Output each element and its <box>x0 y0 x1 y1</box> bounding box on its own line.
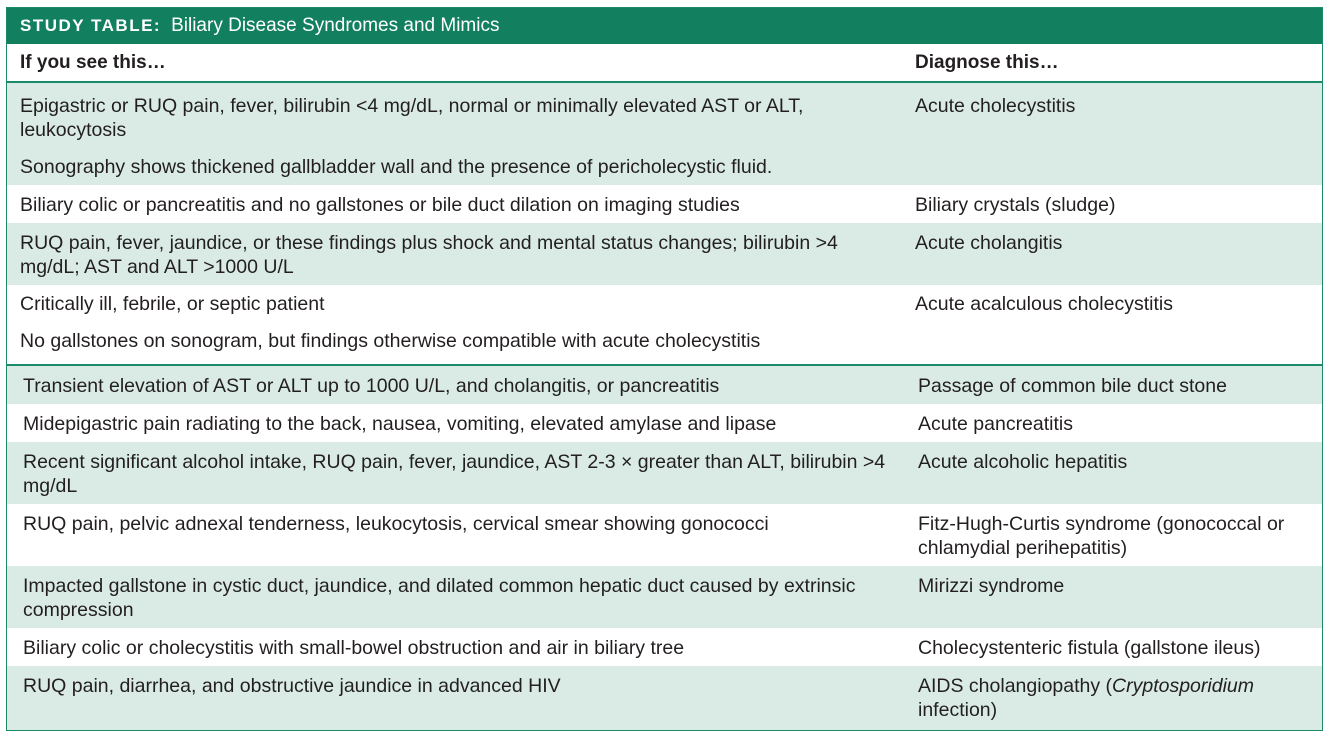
table-row <box>7 504 1322 566</box>
diagnosis-text: Acute alcoholic hepatitis <box>918 451 1128 473</box>
finding-text: Biliary colic or cholecystitis with small-bowel obstruction and air in biliary tree <box>23 637 685 659</box>
diagnosis-text: Biliary crystals (sludge) <box>915 194 1116 216</box>
table-row <box>7 223 1322 285</box>
finding-text: Midepigastric pain radiating to the back, nausea, vomiting, elevated amylase and lipase <box>23 413 777 435</box>
diagnosis-text: Fitz-Hugh-Curtis syndrome (gonococcal or chlamydial perihepatitis) <box>918 513 1285 559</box>
diagnosis-text: Mirizzi syndrome <box>918 575 1065 597</box>
table-row <box>7 666 1322 731</box>
table-row <box>7 285 1322 364</box>
table-label: STUDY TABLE: <box>20 16 162 35</box>
column-headers <box>7 44 1322 83</box>
table-title: Biliary Disease Syndromes and Mimics <box>171 15 500 36</box>
table-row <box>7 83 1322 185</box>
table-row <box>7 566 1322 628</box>
diagnosis-text: Acute cholecystitis <box>915 95 1076 117</box>
finding-text: Biliary colic or pancreatitis and no gallstones or bile duct dilation on imaging studies <box>20 194 740 216</box>
finding-text: No gallstones on sonogram, but findings otherwise compatible with acute cholecystitis <box>20 330 761 352</box>
table-row <box>7 185 1322 223</box>
table-row <box>7 404 1322 442</box>
finding-text: Recent significant alcohol intake, RUQ pain, fever, jaundice, AST 2-3 × greater than ALT, bilirubin >4 mg/dL <box>23 451 886 497</box>
table-banner <box>7 8 1322 44</box>
table-row <box>7 628 1322 666</box>
diagnosis-text: Acute pancreatitis <box>918 413 1074 435</box>
finding-text: RUQ pain, pelvic adnexal tenderness, leukocytosis, cervical smear showing gonococci <box>23 513 769 535</box>
finding-text: RUQ pain, diarrhea, and obstructive jaundice in advanced HIV <box>23 675 561 697</box>
finding-text: Epigastric or RUQ pain, fever, bilirubin <4 mg/dL, normal or minimally elevated AST or ALT, leukocytosis <box>20 95 804 141</box>
finding-text: Impacted gallstone in cystic duct, jaundice, and dilated common hepatic duct caused by extrinsic compression <box>23 575 856 621</box>
table-row <box>7 442 1322 504</box>
finding-text: Sonography shows thickened gallbladder wall and the presence of pericholecystic fluid. <box>20 156 773 178</box>
finding-text: Transient elevation of AST or ALT up to 1000 U/L, and cholangitis, or pancreatitis <box>23 375 720 397</box>
col-header-diagnose: Diagnose this… <box>915 51 1059 73</box>
diagnosis-text: Cholecystenteric fistula (gallstone ileus) <box>918 637 1261 659</box>
diagnosis-text: Acute acalculous cholecystitis <box>915 293 1173 315</box>
diagnosis-text: Acute cholangitis <box>915 232 1063 254</box>
col-header-see: If you see this… <box>20 51 166 73</box>
finding-text: Critically ill, febrile, or septic patient <box>20 293 325 315</box>
diagnosis-text: Passage of common bile duct stone <box>918 375 1227 397</box>
finding-text: RUQ pain, fever, jaundice, or these findings plus shock and mental status changes; bilirubin >4 mg/dL; AST and ALT >1000 U/L <box>20 232 838 278</box>
table-row <box>7 366 1322 404</box>
organism-name: Cryptosporidium <box>1112 675 1254 697</box>
diagnosis-text: AIDS cholangiopathy (Cryptosporidium infection) <box>918 675 1254 721</box>
study-table <box>6 7 1323 731</box>
